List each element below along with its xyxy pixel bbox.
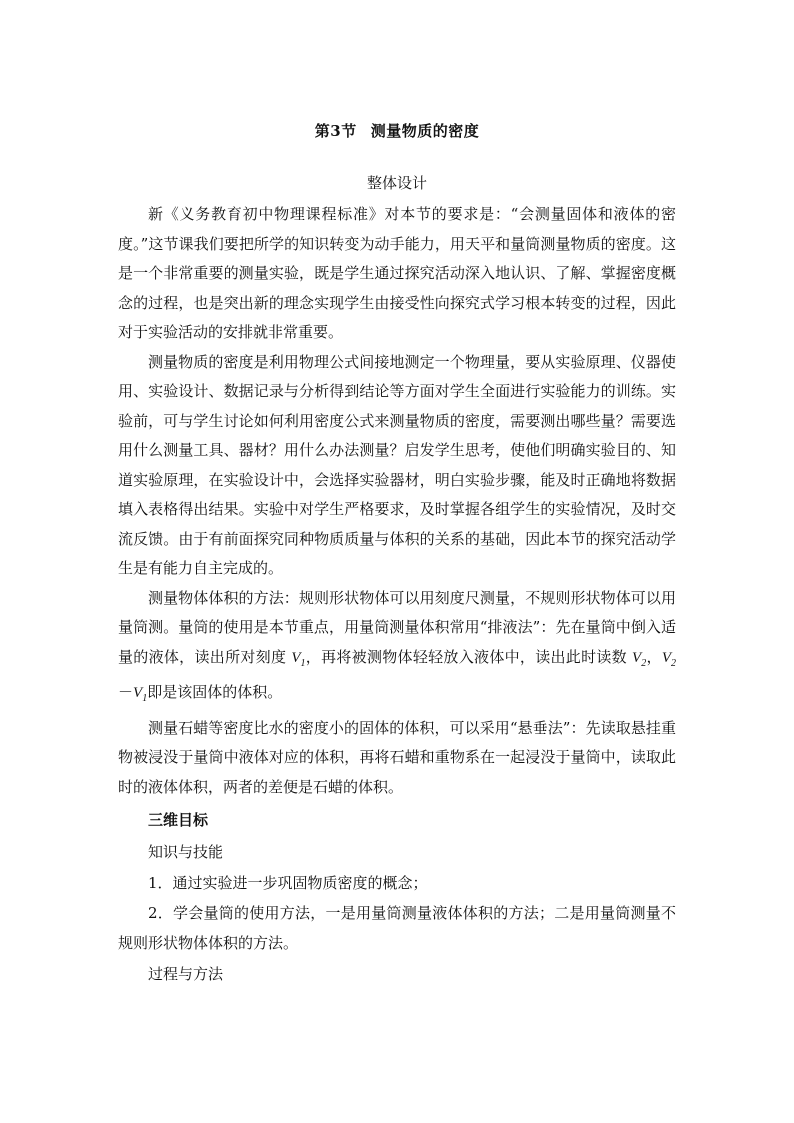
p3-part-b: ，再将被测物体轻轻放入液体中，读出此时读数	[305, 647, 633, 666]
v2b-subscript: 2	[670, 657, 676, 669]
heading-goals: 三维目标	[148, 811, 209, 829]
v2-subscript: 2	[641, 657, 647, 669]
paragraph-2: 测量物质的密度是利用物理公式间接地测定一个物理量，要从实验原理、仪器使用、实验设计、数据记录与分析得到结论等方面对学生全面进行实验能力的训练。实验前，可与学生讨论如何利用密度公式来测量物质的密度，需要测出哪些量？需要选用什么测量工具、器材？用什么办法测量？启发学生思考，使他们明确实验目的、知道实验原理，在实验设计中，会选择实验器材，明白实验步骤，能及时正确地将数据填入表格得出结果。实验中对学生严格要求，及时掌握各组学生的实验情况，及时交流反馈。由于有前面探究同种物质质量与体积的关系的基础，因此本节的探究活动学生是有能力自主完成的。	[118, 352, 676, 577]
list-item-1: 1．通过实验进一步巩固物质密度的概念；	[148, 874, 428, 892]
section-subtitle: 整体设计	[366, 174, 427, 192]
subheading-process: 过程与方法	[148, 965, 224, 983]
subheading-knowledge: 知识与技能	[148, 843, 224, 861]
document-body	[118, 118, 676, 990]
p3-part-c: ，	[646, 647, 662, 666]
list-item-2: 2．学会量筒的使用方法，一是用量筒测量液体体积的方法；二是用量筒测量不规则形状物体体积的方法。	[118, 904, 676, 952]
p3-part-d: 即是该固体的体积。	[147, 683, 283, 701]
var-v1b	[133, 685, 148, 704]
var-v2	[632, 649, 647, 669]
paragraph-3	[118, 584, 676, 714]
v1-subscript: 1	[300, 657, 306, 669]
v1-letter: V	[291, 649, 301, 666]
page-title	[118, 118, 676, 144]
title-section: 第3节	[314, 122, 357, 140]
paragraph-1: 新《义务教育初中物理课程标准》对本节的要求是：“会测量固体和液体的密度。”这节课我们要把所学的知识转变为动手能力，用天平和量筒测量物质的密度。这是一个非常重要的测量实验，既是学生通过探究活动深入地认识、了解、掌握密度概念的过程，也是突出新的理念实现学生由接受性向探究式学习根本转变的过程，因此对于实验活动的安排就非常重要。	[118, 205, 676, 341]
v1b-letter: V	[133, 685, 143, 701]
p3-part-a: 测量物体体积的方法：规则形状物体可以用刻度尺测量，不规则形状物体可以用量筒测。量筒的使用是本节重点，用量筒测量体积常用“排液法”：先在量筒中倒入适量的液体，读出所对刻度	[118, 588, 676, 666]
paragraph-4: 测量石蜡等密度比水的密度小的固体的体积，可以采用“悬垂法”：先读取悬挂重物被浸没于量筒中液体对应的体积，再将石蜡和重物系在一起浸没于量筒中，读取此时的液体体积，两者的差便是石蜡的体积。	[118, 718, 676, 796]
v2-letter: V	[632, 649, 642, 666]
var-v1	[291, 649, 306, 669]
minus-sign: －	[118, 683, 134, 701]
v1b-subscript: 1	[142, 693, 148, 704]
v2b-letter: V	[661, 649, 671, 666]
var-v2b	[661, 649, 676, 669]
title-text: 测量物质的密度	[370, 122, 480, 140]
